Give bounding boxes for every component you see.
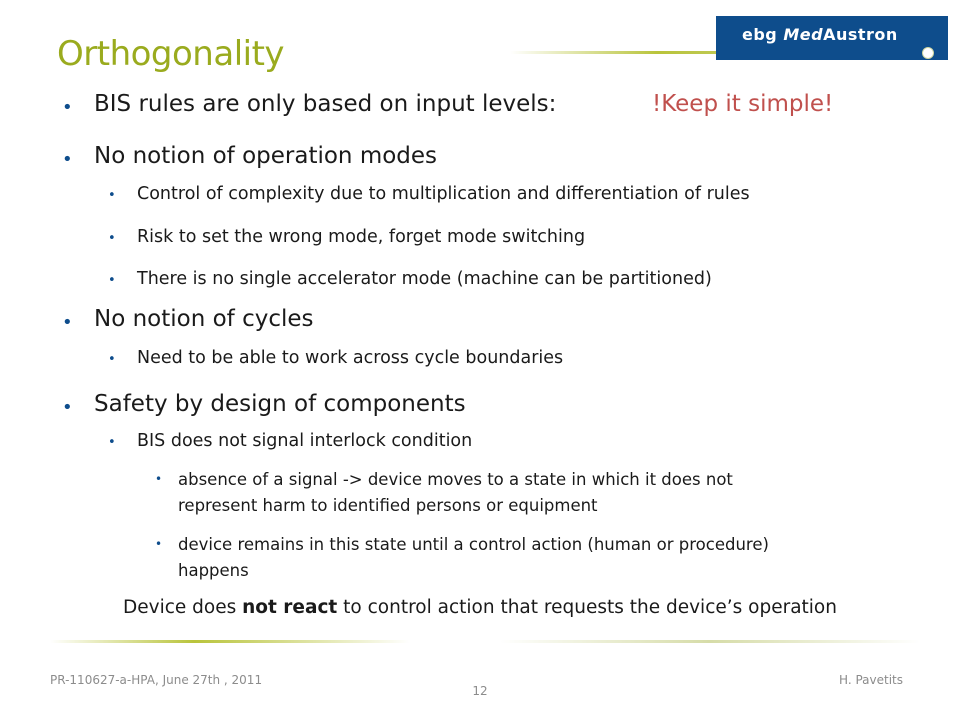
footer-reference: PR-110627-a-HPA, June 27th , 2011 — [50, 673, 263, 687]
footer-divider — [50, 640, 410, 643]
bullet-level3: absence of a signal -> device moves to a state in which it does not represent harm to identified persons or equipment — [178, 470, 733, 515]
bullet-dot-icon: • — [62, 312, 73, 333]
logo-text: ebg MedAustron — [742, 25, 898, 44]
conclusion-callout: Device does not react to control action that requests the device’s operation — [123, 597, 837, 618]
bullet-dot-icon: • — [155, 537, 163, 551]
bullet-dot-icon: • — [108, 352, 116, 367]
bullet-level2: Need to be able to work across cycle boundaries — [137, 348, 564, 368]
bullet-dot-icon: • — [62, 149, 73, 170]
bullet-level1: No notion of operation modes — [94, 143, 438, 169]
slide-title: Orthogonality — [57, 34, 285, 74]
bullet-level2: BIS does not signal interlock condition — [137, 431, 473, 451]
bullet-dot-icon: • — [108, 435, 116, 450]
logo-dot — [922, 47, 934, 59]
bullet-dot-icon: • — [108, 188, 116, 203]
footer-author: H. Pavetits — [839, 673, 903, 687]
bullet-dot-icon: • — [108, 273, 116, 288]
bullet-level2: There is no single accelerator mode (machine can be partitioned) — [137, 269, 712, 289]
bullet-dot-icon: • — [62, 97, 73, 118]
bullet-level1: Safety by design of components — [94, 391, 466, 417]
bullet-dot-icon: • — [62, 397, 73, 418]
bullet-dot-icon: • — [155, 472, 163, 486]
bullet-dot-icon: • — [108, 231, 116, 246]
page-number: 12 — [472, 684, 488, 698]
footer-divider — [500, 640, 920, 643]
bullet-level2: Control of complexity due to multiplication and differentiation of rules — [137, 184, 750, 204]
bullet-level2: Risk to set the wrong mode, forget mode switching — [137, 227, 586, 247]
bullet-level1: No notion of cycles — [94, 306, 314, 332]
bullet-level3: device remains in this state until a control action (human or procedure) happens — [178, 535, 769, 580]
keep-it-simple-note: !Keep it simple! — [652, 91, 834, 117]
bullet-level1: BIS rules are only based on input levels: — [94, 91, 557, 117]
